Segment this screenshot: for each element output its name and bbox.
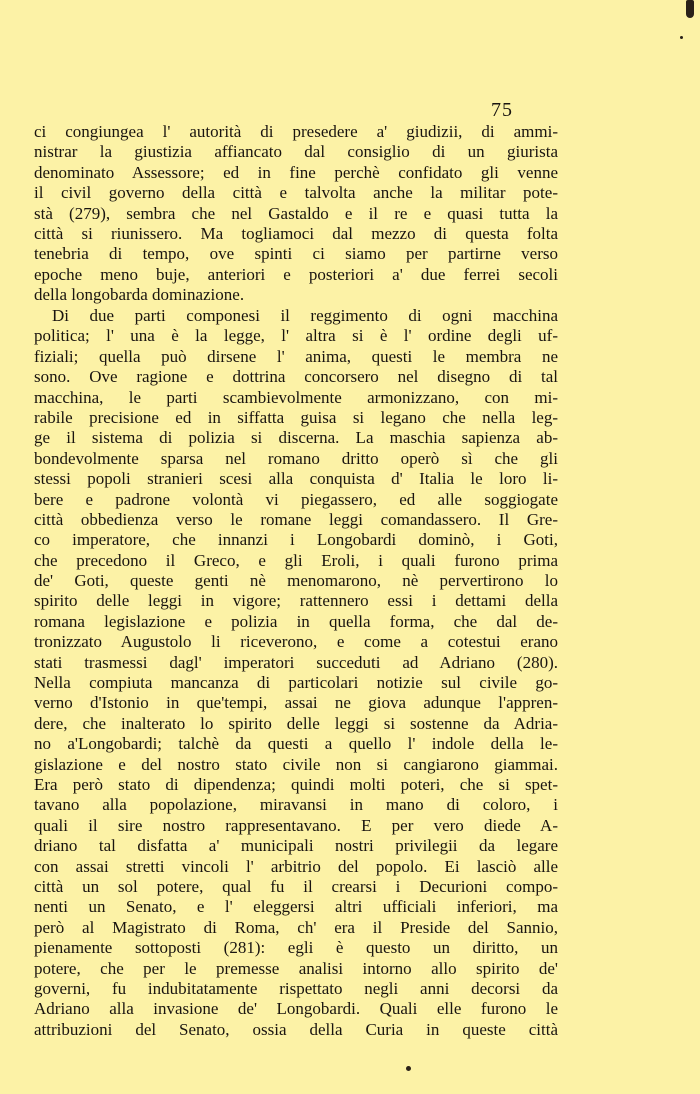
text-line: dere, che inalterato lo spirito delle leggi si sostenne da Adria- xyxy=(34,713,558,733)
text-line: potere, che per le premesse analisi intorno allo spirito de' xyxy=(34,958,558,978)
text-line: città si riunissero. Ma togliamoci dal mezzo di questa folta xyxy=(34,223,558,243)
page-number: 75 xyxy=(491,99,513,121)
text-line: sono. Ove ragione e dottrina concorsero nel disegno di tal xyxy=(34,367,558,387)
text-line: stà (279), sembra che nel Gastaldo e il re e quasi tutta la xyxy=(34,203,558,223)
text-line: della longobarda dominazione. xyxy=(34,285,245,305)
text-line: quali il sire nostro rappresentavano. E per vero diede A- xyxy=(34,815,558,835)
text-line: attribuzioni del Senato, ossia della Curia in queste città xyxy=(34,1019,558,1039)
text-line: verno d'Istonio in que'tempi, assai ne giova adunque l'appren- xyxy=(34,693,558,713)
paragraph-1 xyxy=(34,122,558,306)
text-line: macchina, le parti scambievolmente armonizzano, con mi- xyxy=(34,387,558,407)
text-line: nistrar la giustizia affiancato dal consiglio di un giurista xyxy=(34,142,558,162)
text-line: stati trasmessi dagl' imperatori succeduti ad Adriano (280). xyxy=(34,652,558,672)
text-line: politica; l' una è la legge, l' altra si è l' ordine degli uf- xyxy=(34,326,558,346)
text-line: pienamente sottoposti (281): egli è questo un diritto, un xyxy=(34,938,558,958)
text-line: fiziali; quella può dirsene l' anima, questi le membra ne xyxy=(34,346,558,366)
text-line: Adriano alla invasione de' Longobardi. Quali elle furono le xyxy=(34,999,558,1019)
text-line: denominato Assessore; ed in fine perchè confidato gli venne xyxy=(34,162,558,182)
text-line: de' Goti, queste genti nè menomarono, nè pervertirono lo xyxy=(34,571,558,591)
text-line: stessi popoli stranieri scesi alla conquista d' Italia le loro li- xyxy=(34,469,558,489)
text-line: ge il sistema di polizia si discerna. La maschia sapienza ab- xyxy=(34,428,558,448)
text-line: epoche meno buje, anteriori e posteriori a' due ferrei secoli xyxy=(34,264,558,284)
ink-dot xyxy=(406,1066,411,1071)
text-line: tenebria di tempo, ove spinti ci siamo per partirne verso xyxy=(34,244,558,264)
text-line: no a'Longobardi; talchè da questi a quello l' indole della le- xyxy=(34,734,558,754)
text-line: co imperatore, che innanzi i Longobardi dominò, i Goti, xyxy=(34,530,558,550)
text-line: ci congiungea l' autorità di presedere a' giudizii, di ammi- xyxy=(34,122,558,141)
text-line: città un sol potere, qual fu il crearsi i Decurioni compo- xyxy=(34,876,558,896)
text-line: romana legislazione e polizia in quella forma, che dal de- xyxy=(34,611,558,631)
text-line: tronizzato Augustolo li riceverono, e come a cotestui erano xyxy=(34,632,558,652)
text-line: gislazione e del nostro stato civile non si cangiarono giammai. xyxy=(34,754,558,774)
text-line: governi, fu indubitatamente rispettato negli anni decorsi da xyxy=(34,978,558,998)
text-line: nenti un Senato, e l' eleggersi altri ufficiali inferiori, ma xyxy=(34,897,558,917)
text-line: però al Magistrato di Roma, ch' era il Preside del Sannio, xyxy=(34,917,558,937)
text-line: spirito delle leggi in vigore; rattennero essi i dettami della xyxy=(34,591,558,611)
text-line: rabile precisione ed in siffatta guisa si legano che nella leg- xyxy=(34,407,558,427)
ink-speck xyxy=(680,36,683,39)
text-line: bere e padrone volontà vi piegassero, ed alle soggiogate xyxy=(34,489,558,509)
text-line: il civil governo della città e talvolta anche la militar pote- xyxy=(34,183,558,203)
text-line: che precedono il Greco, e gli Eroli, i quali furono prima xyxy=(34,550,558,570)
text-line: bondevolmente sparsa nel romano dritto operò sì che gli xyxy=(34,448,558,468)
paragraph-2 xyxy=(34,306,558,1040)
text-line: con assai stretti vincoli l' arbitrio del popolo. Ei lasciò alle xyxy=(34,856,558,876)
text-line: città obbedienza verso le romane leggi comandassero. Il Gre- xyxy=(34,509,558,529)
text-line: tavano alla popolazione, miravansi in mano di coloro, i xyxy=(34,795,558,815)
text-line: Di due parti componesi il reggimento di ogni macchina xyxy=(52,306,558,325)
text-line: driano tal disfatta a' municipali nostri privilegii da legare xyxy=(34,836,558,856)
text-line: Era però stato di dipendenza; quindi molti poteri, che si spet- xyxy=(34,774,558,794)
text-line: Nella compiuta mancanza di particolari notizie sul civile go- xyxy=(34,673,558,693)
page-edge-mark xyxy=(686,0,694,18)
